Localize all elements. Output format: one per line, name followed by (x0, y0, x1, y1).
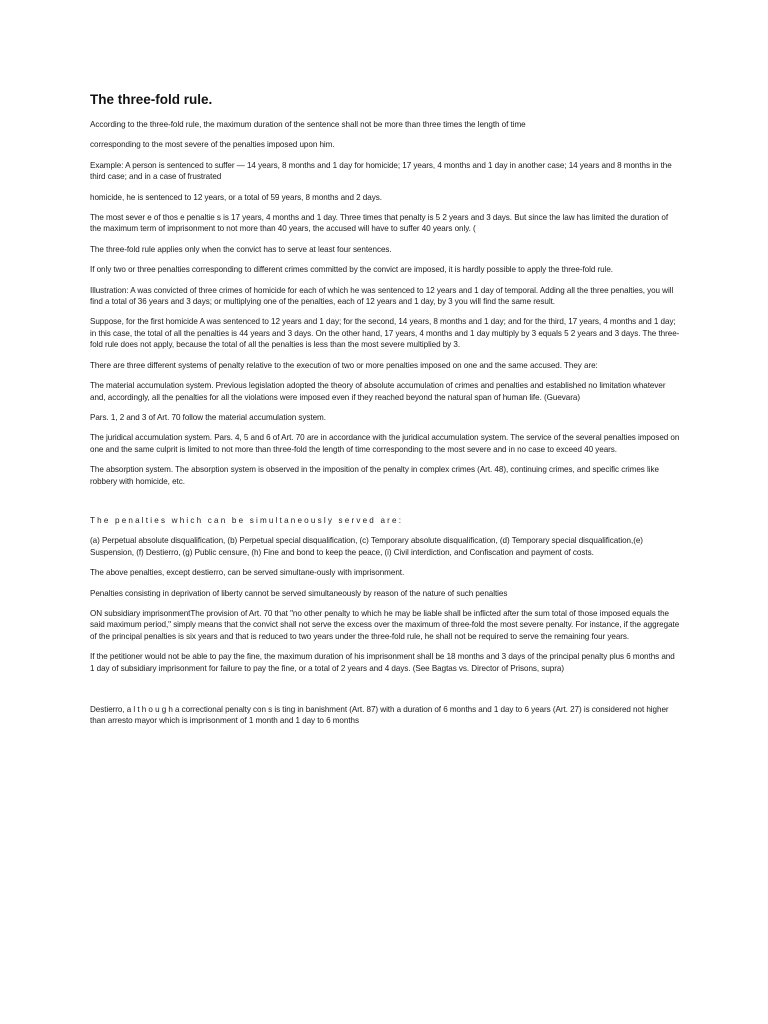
document-body (90, 92, 680, 736)
paragraph-example: Example: A person is sentenced to suffer — 14 years, 8 months and 1 day for homicide; 17 years, 4 months and 1 day in another case; 14 years and 8 months in the third case; and in a case of frustrated (90, 160, 672, 182)
paragraph-most-severe: The most sever e of thos e penaltie s is 17 years, 4 months and 1 day. Three times that penalty is 5 2 years and 3 days. But since the law has limited the duration of the maximum term of imprisonment to not more than 40 years, the accused will have to suffer 40 years only. ( (90, 213, 669, 234)
paragraph-three-systems: There are three different systems of penalty relative to the execution of two or more penalties imposed on one and the same accused. They are: (90, 360, 598, 370)
paragraph-four-sentences: The three-fold rule applies only when the convict has to serve at least four sentences. (90, 244, 392, 254)
paragraph-deprivation-liberty: Penalties consisting in deprivation of liberty cannot be served simultaneously by reason of the nature of such penalties (90, 588, 508, 598)
paragraph-two-or-three: If only two or three penalties corresponding to different crimes committed by the convict are imposed, it is hardly possible to apply the three-fold rule. (90, 265, 614, 275)
paragraph-except-destierro: The above penalties, except destierro, can be served simultane-ously with imprisonment. (90, 568, 405, 578)
paragraph-destierro: Destierro, a l t h o u g h a correctional penalty con s is ting in banishment (Art. 87) with a duration of 6 months and 1 day to 6 years (Art. 27) is considered not higher than arresto mayor which is imprisonment of 1 month and 1 day to 6 months (90, 705, 669, 726)
paragraph-subsidiary-imprisonment: ON subsidiary imprisonmentThe provision of Art. 70 that "no other penalty to which he may be liable shall be inflicted after the sum total of those imposed equals the said maximum period," simply means that the convict shall not serve the excess over the maximum of three-fold the most severe penalty. For instance, if the aggregate of the principal penalties is six years and that is reduced to two years under the three-fold rule, he shall not be required to serve the remaining four years. (90, 608, 680, 641)
paragraph-petitioner-fine: If the petitioner would not be able to pay the fine, the maximum duration of his imprisonment shall be 18 months and 3 days of the principal penalty plus 6 months and 1 day of subsidiary imprisonment for failure to pay the fine, or a total of 2 years and 4 days. (See Bagtas vs. Director of Prisons, supra) (90, 652, 675, 673)
document-title: The three-fold rule. (90, 92, 213, 107)
paragraph-example-cont: homicide, he is sentenced to 12 years, or a total of 59 years, 8 months and 2 days. (90, 192, 382, 202)
paragraph-intro: According to the three-fold rule, the maximum duration of the sentence shall not be more than three times the length of time (90, 120, 526, 129)
paragraph-juridical-accumulation: The juridical accumulation system. Pars. 4, 5 and 6 of Art. 70 are in accordance with the juridical accumulation system. The service of the several penalties imposed on one and the same culprit is limited to not more than three-fold the length of time corresponding to the most severe and in no case to exceed 40 years. (90, 433, 680, 454)
paragraph-absorption: The absorption system. The absorption system is observed in the imposition of the penalty in complex crimes (Art. 48), continuing crimes, and specific crimes like robbery with homicide, etc. (90, 465, 659, 486)
paragraph-suppose: Suppose, for the first homicide A was sentenced to 12 years and 1 day; for the second, 14 years, 8 months and 1 day; and for the third, 17 years, 4 months and 1 day; in this case, the total of all the penalties is 44 years and 3 days. On the other hand, 17 years, 4 months and 1 day multiply by 3 equals 5 2 years and 3 days. The three-fold rule does not apply, because the total of all the penalties is less than the most severe multiplied by 3. (90, 317, 680, 350)
paragraph-intro-cont: corresponding to the most severe of the penalties imposed upon him. (90, 140, 335, 150)
paragraph-simultaneous-heading: The penalties which can be simultaneously served are: (90, 515, 404, 525)
paragraph-illustration: Illustration: A was convicted of three crimes of homicide for each of which he was sentenced to 12 years and 1 day of temporal. Adding all the three penalties, you will find a total of 36 years and 3 days; or multiplying one of the penalties, each of 12 years and 1 day, by 3 you will find the same result. (90, 285, 674, 307)
paragraph-penalty-list: (a) Perpetual absolute disqualification, (b) Perpetual special disqualification, (c) Temporary absolute disqualification, (d) Temporary special disqualification,(e) Suspension, (f) Destierro, (g) Public censure, (h) Fine and bond to keep the peace, (i) Civil interdiction, and Confiscation and payment of costs. (90, 536, 643, 557)
paragraph-material-accumulation: The material accumulation system. Previous legislation adopted the theory of absolute accumulation of crimes and penalties and established no limitation whatever and, accordingly, all the penalties for all the violations were imposed even if they reached beyond the natural span of human life. (Guevara) (90, 381, 666, 402)
paragraph-pars-123: Pars. 1, 2 and 3 of Art. 70 follow the material accumulation system. (90, 412, 326, 422)
